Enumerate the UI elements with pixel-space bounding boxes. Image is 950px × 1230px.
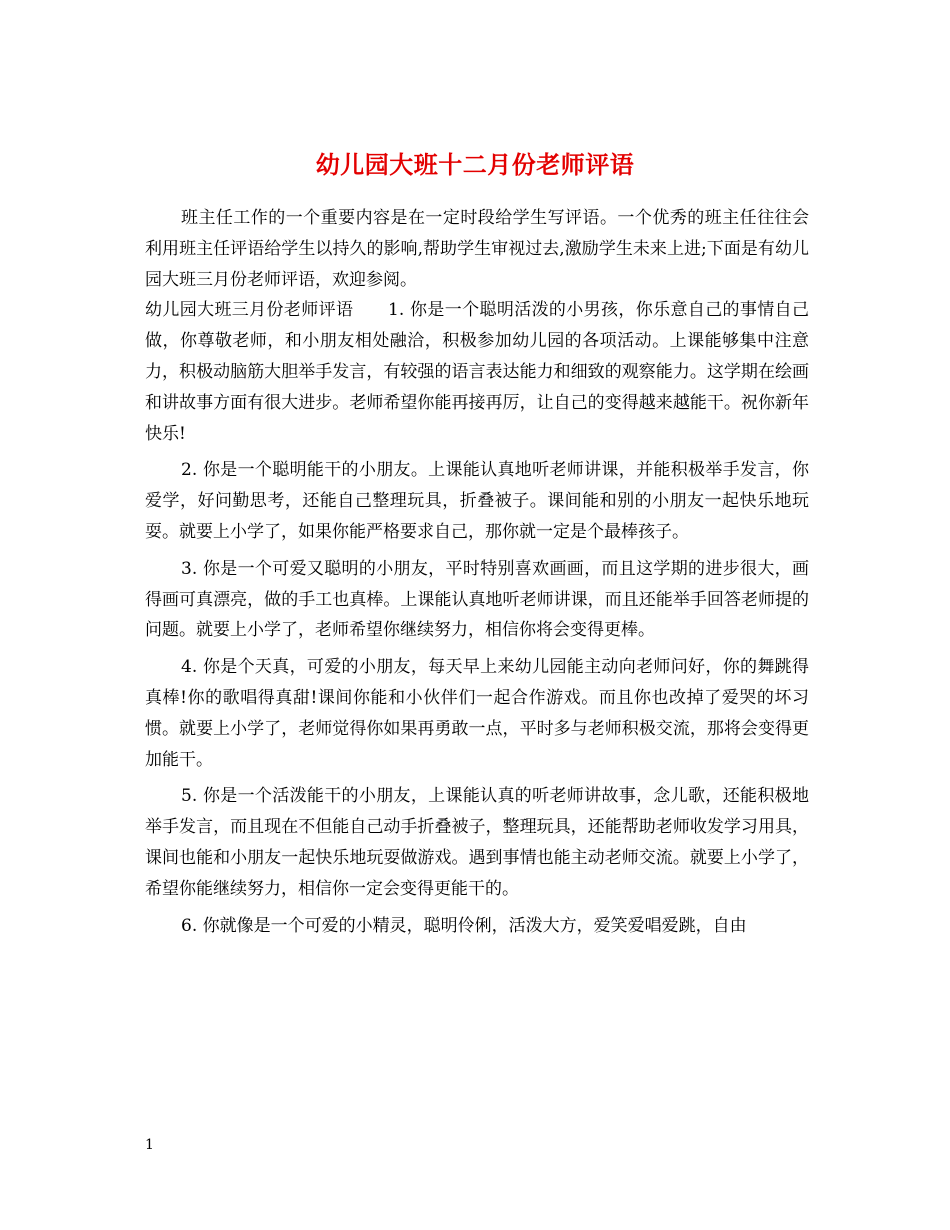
comment-paragraph-6: 6. 你就像是一个可爱的小精灵，聪明伶俐，活泼大方，爱笑爱唱爱跳，自由 bbox=[181, 915, 747, 936]
document-body bbox=[145, 203, 809, 941]
comment-paragraph-1: 幼儿园大班三月份老师评语 1. 你是一个聪明活泼的小男孩，你乐意自己的事情自己做，你尊敬老师，和小朋友相处融洽，积极参加幼儿园的各项活动。上课能够集中注意力，积极动脑筋大胆举手发言，有较强的语言表达能力和细致的观察能力。这学期在绘画和讲故事方面有很大进步。老师希望你能再接再厉，让自己的变得越来越能干。祝你新年快乐! bbox=[145, 300, 809, 444]
page-number: 1 bbox=[145, 1137, 154, 1153]
intro-paragraph: 班主任工作的一个重要内容是在一定时段给学生写评语。一个优秀的班主任往往会利用班主任评语给学生以持久的影响,帮助学生审视过去,激励学生未来上进;下面是有幼儿园大班三月份老师评语，欢迎参阅。 bbox=[145, 208, 809, 290]
comment-paragraph-4: 4. 你是个天真，可爱的小朋友，每天早上来幼儿园能主动向老师问好，你的舞跳得真棒!你的歌唱得真甜!课间你能和小伙伴们一起合作游戏。而且你也改掉了爱哭的坏习惯。就要上小学了，老师觉得你如果再勇敢一点，平时多与老师积极交流，那将会变得更加能干。 bbox=[145, 657, 809, 770]
comment-paragraph-5: 5. 你是一个活泼能干的小朋友，上课能认真的听老师讲故事，念儿歌，还能积极地举手发言，而且现在不但能自己动手折叠被子，整理玩具，还能帮助老师收发学习用具，课间也能和小朋友一起快乐地玩耍做游戏。遇到事情也能主动老师交流。就要上小学了，希望你能继续努力，相信你一定会变得更能干的。 bbox=[145, 786, 809, 899]
comment-paragraph-2: 2. 你是一个聪明能干的小朋友。上课能认真地听老师讲课，并能积极举手发言，你爱学，好问勤思考，还能自己整理玩具，折叠被子。课间能和别的小朋友一起快乐地玩耍。就要上小学了，如果你能严格要求自己，那你就一定是个最棒孩子。 bbox=[145, 460, 809, 542]
comment-paragraph-3: 3. 你是一个可爱又聪明的小朋友，平时特别喜欢画画，而且这学期的进步很大，画得画可真漂亮，做的手工也真棒。上课能认真地听老师讲课，而且还能举手回答老师提的问题。就要上小学了，老师希望你继续努力，相信你将会变得更棒。 bbox=[145, 558, 809, 641]
document-title: 幼儿园大班十二月份老师评语 bbox=[315, 150, 635, 180]
